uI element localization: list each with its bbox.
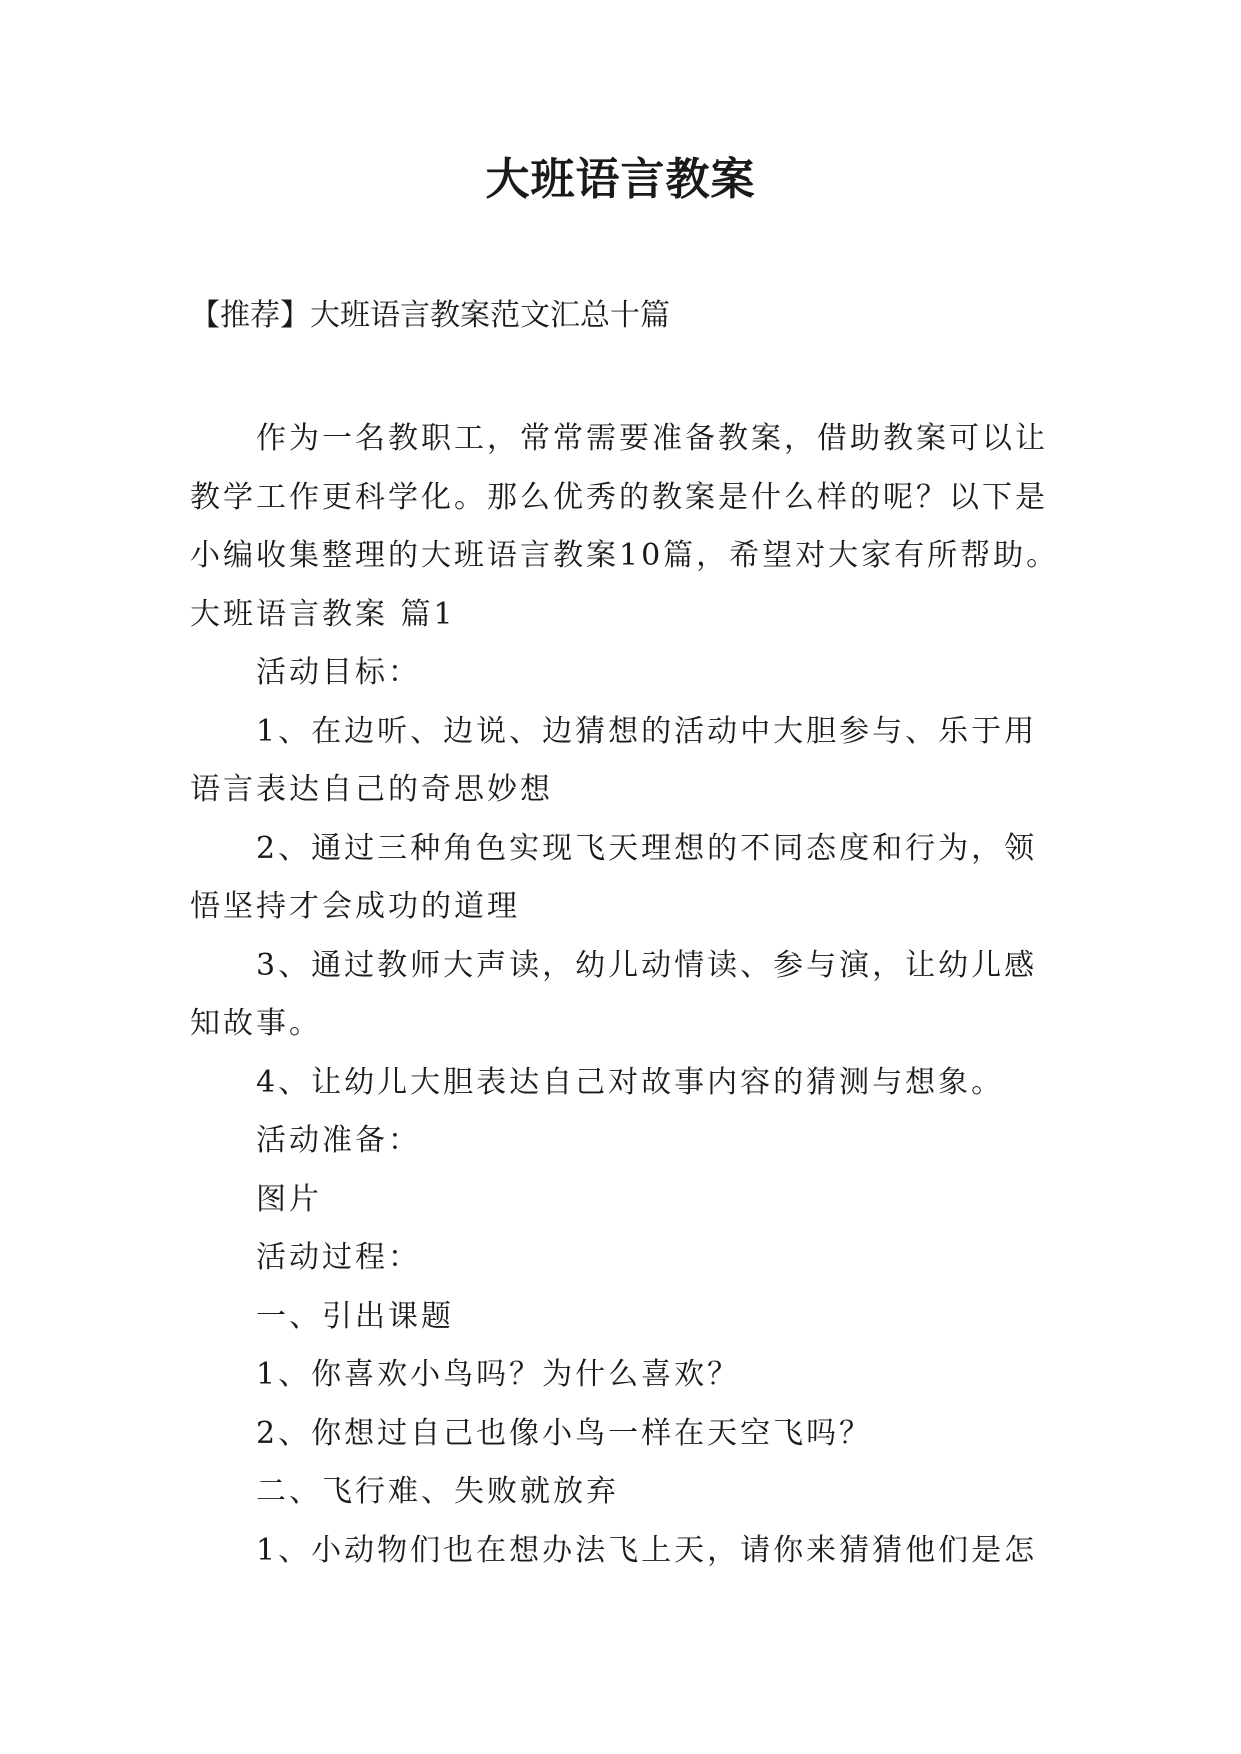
body-line: 二、飞行难、失败就放弃: [256, 1474, 619, 1509]
body-line: 3、通过教师大声读，幼儿动情读、参与演，让幼儿感: [256, 947, 1038, 983]
document-body: [190, 410, 1060, 1580]
body-line: 小编收集整理的大班语言教案10篇，希望对大家有所帮助。: [190, 538, 1060, 573]
body-line: 4、让幼儿大胆表达自己对故事内容的猜测与想象。: [256, 1064, 1005, 1100]
document-subtitle: 【推荐】大班语言教案范文汇总十篇: [190, 298, 670, 333]
body-line: 1、小动物们也在想办法飞上天，请你来猜猜他们是怎: [256, 1532, 1038, 1568]
body-line: 图片: [256, 1181, 322, 1217]
body-line: 1、在边听、边说、边猜想的活动中大胆参与、乐于用: [256, 713, 1038, 749]
body-line: 悟坚持才会成功的道理: [190, 889, 520, 924]
body-line: 活动目标：: [256, 655, 421, 690]
body-line: 2、通过三种角色实现飞天理想的不同态度和行为，领: [256, 830, 1038, 866]
body-line: 活动过程：: [256, 1240, 421, 1275]
body-line: 知故事。: [190, 1006, 322, 1041]
section-heading: 大班语言教案 篇1: [190, 596, 456, 632]
body-line: 2、你想过自己也像小鸟一样在天空飞吗？: [256, 1415, 873, 1451]
body-line: 教学工作更科学化。那么优秀的教案是什么样的呢？以下是: [190, 479, 1048, 515]
document-title: 大班语言教案: [485, 154, 756, 205]
body-line: 语言表达自己的奇思妙想: [190, 772, 553, 807]
body-line: 一、引出课题: [256, 1298, 454, 1334]
body-line: 活动准备：: [256, 1123, 421, 1158]
body-line: 1、你喜欢小鸟吗？为什么喜欢？: [256, 1357, 741, 1392]
body-line: 作为一名教职工，常常需要准备教案，借助教案可以让: [256, 421, 1048, 456]
